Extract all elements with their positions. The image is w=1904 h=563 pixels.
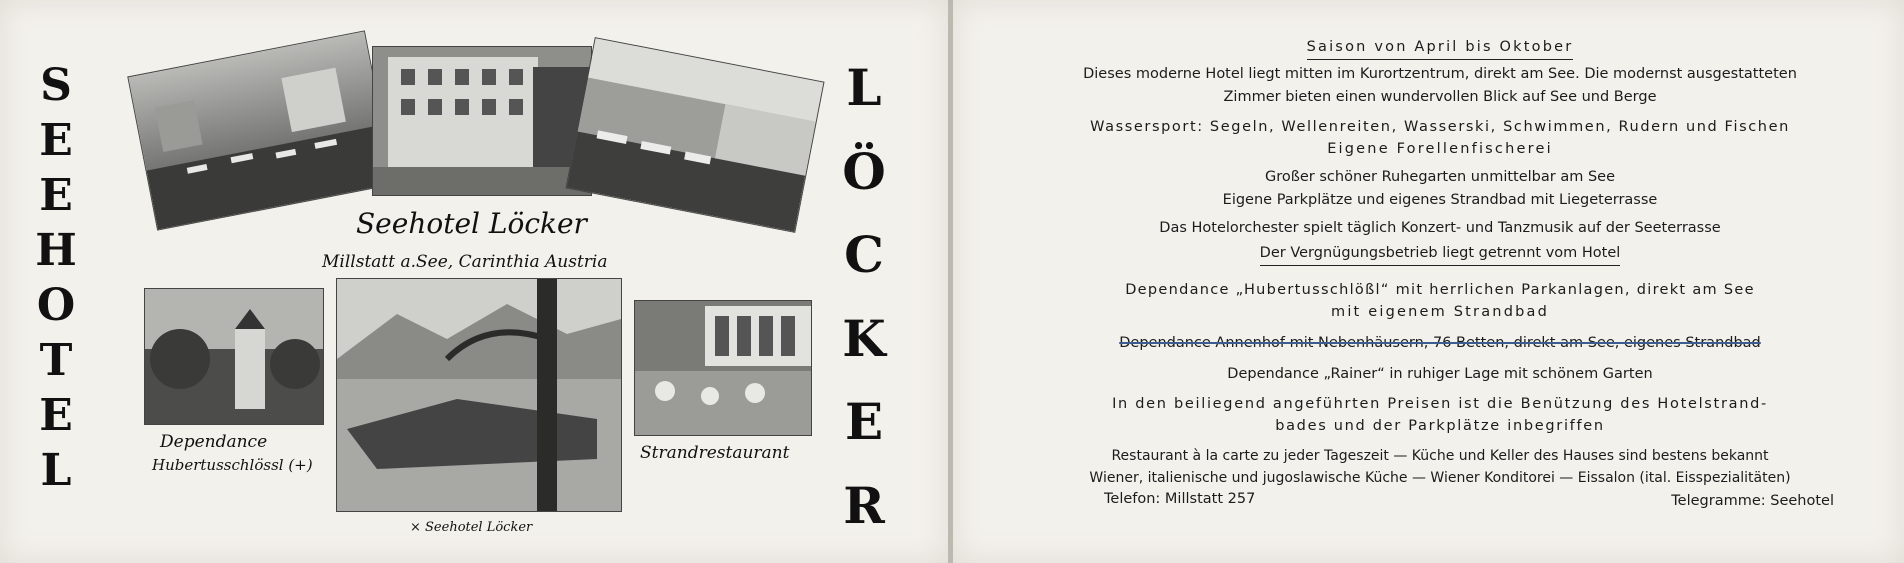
letter: E [844, 392, 884, 452]
letter: L [40, 445, 72, 496]
prices-line-1: In den beiliegend angeführten Preisen ist die Benützung des Hotelstrand- [1112, 396, 1768, 412]
caption-seehotel: × Seehotel Löcker [410, 520, 533, 535]
watersport-line-2: Eigene Forellenfischerei [1327, 141, 1553, 157]
prices-line-2: bades und der Parkplätze inbegriffen [1275, 418, 1605, 434]
parking-line: Eigene Parkplätze und eigenes Strandbad mit Liegeterrasse [1222, 192, 1658, 208]
photo-hubertusschloessl [144, 288, 324, 425]
caption-hubertusschloessl: Hubertusschlössl (+) [152, 456, 313, 474]
caption-strandrestaurant: Strandrestaurant [640, 443, 790, 463]
location-line: Millstatt a.See, Carinthia Austria [322, 252, 608, 272]
garden-line: Großer schöner Ruhegarten unmittelbar am See [1264, 169, 1615, 185]
rainer-line: Dependance „Rainer“ in ruhiger Lage mit schönem Garten [1227, 366, 1653, 382]
letter: L [846, 58, 882, 117]
restaurant-line-1: Restaurant à la carte zu jeder Tageszeit — Küche und Keller des Hauses sind bestens bekannt [1111, 448, 1769, 464]
letter: E [39, 170, 73, 221]
intro-line-2: Zimmer bieten einen wundervollen Blick auf See und Berge [1223, 89, 1657, 105]
letter: E [39, 115, 73, 166]
hubertus-line-2: mit eigenem Strandbad [1331, 304, 1549, 320]
letter: H [35, 225, 77, 276]
season-heading [1010, 37, 1870, 60]
letter: T [39, 335, 73, 386]
annenhof-text: Dependance Annenhof mit Nebenhäusern, 76 Betten, direkt am See, eigenes Strandbad [1119, 335, 1761, 351]
amusement-heading-text: Der Vergnügungsbetrieb liegt getrennt vom Hotel [1260, 243, 1621, 266]
photo-lake-view [336, 278, 622, 512]
caption-dependance: Dependance [160, 432, 268, 452]
annenhof-line [1010, 333, 1870, 353]
letter: K [842, 308, 886, 368]
photo-strandrestaurant [634, 300, 812, 436]
hotel-script-title: Seehotel Löcker [356, 207, 587, 240]
letter: Ö [842, 141, 886, 201]
vertical-title-locker [838, 58, 890, 535]
letter: C [844, 225, 884, 285]
restaurant-line-2: Wiener, italienische und jugoslawische Küche — Wiener Konditorei — Eissalon (ital. Eisspezialitäten) [1089, 470, 1791, 486]
photo-hotel-exterior [372, 46, 592, 196]
season-heading-text: Saison von April bis Oktober [1307, 37, 1574, 60]
vertical-title-seehotel [30, 58, 82, 498]
telefon-line: Telefon: Millstatt 257 [1104, 491, 1256, 507]
letter: O [36, 280, 76, 331]
hubertus-line-1: Dependance „Hubertusschlößl“ mit herrlichen Parkanlagen, direkt am See [1125, 282, 1755, 298]
orchestra-line: Das Hotelorchester spielt täglich Konzert- und Tanzmusik auf der Seeterrasse [1159, 220, 1721, 236]
amusement-heading [1010, 243, 1870, 266]
letter: R [843, 475, 885, 535]
letter: S [40, 60, 72, 111]
watersport-line-1: Wassersport: Segeln, Wellenreiten, Wasserski, Schwimmen, Rudern und Fischen [1090, 119, 1790, 135]
letter: E [39, 390, 73, 441]
telegramme-line: Telegramme: Seehotel [1671, 493, 1834, 509]
intro-line-1: Dieses moderne Hotel liegt mitten im Kurortzentrum, direkt am See. Die modernst ausgestatteten [1083, 66, 1797, 82]
